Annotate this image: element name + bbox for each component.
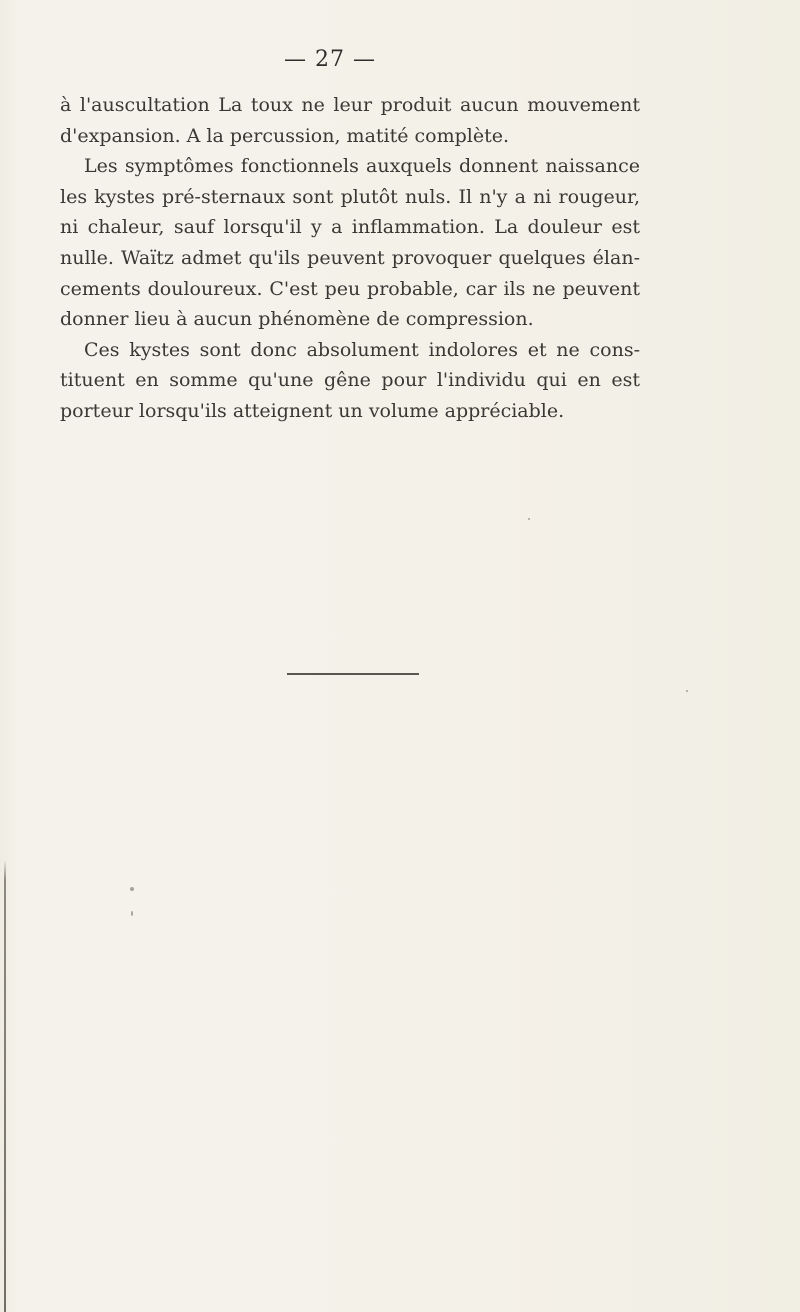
text-line: ni chaleur, sauf lorsqu'il y a inflammation. La douleur est [60,216,640,239]
page-number: — 27 — [284,47,376,72]
text-line: porteur lorsqu'ils atteignent un volume appréciable. [60,399,565,422]
text-line: cements douloureux. C'est peu probable, car ils ne peuvent [60,277,640,300]
paper-speck [130,887,134,891]
section-divider-rule [287,673,419,675]
page-edge-shadow [4,860,6,1312]
paper-speck [131,911,133,916]
paper-speck [528,518,530,520]
text-line: nulle. Waïtz admet qu'ils peuvent provoquer quelques élan- [60,246,640,269]
text-line: à l'auscultation La toux ne leur produit aucun mouvement [60,94,640,116]
body-text [60,90,640,427]
paper-speck [686,690,688,692]
text-line: Ces kystes sont donc absolument indolores et ne cons- [84,338,640,361]
text-line: Les symptômes fonctionnels auxquels donnent naissance [84,155,640,178]
text-line: tituent en somme qu'une gêne pour l'individu qui en est [60,369,640,392]
text-line: d'expansion. A la percussion, matité complète. [60,124,510,147]
text-line: les kystes pré-sternaux sont plutôt nuls. Il n'y a ni rougeur, [60,185,640,208]
text-line: donner lieu à aucun phénomène de compression. [60,308,534,331]
